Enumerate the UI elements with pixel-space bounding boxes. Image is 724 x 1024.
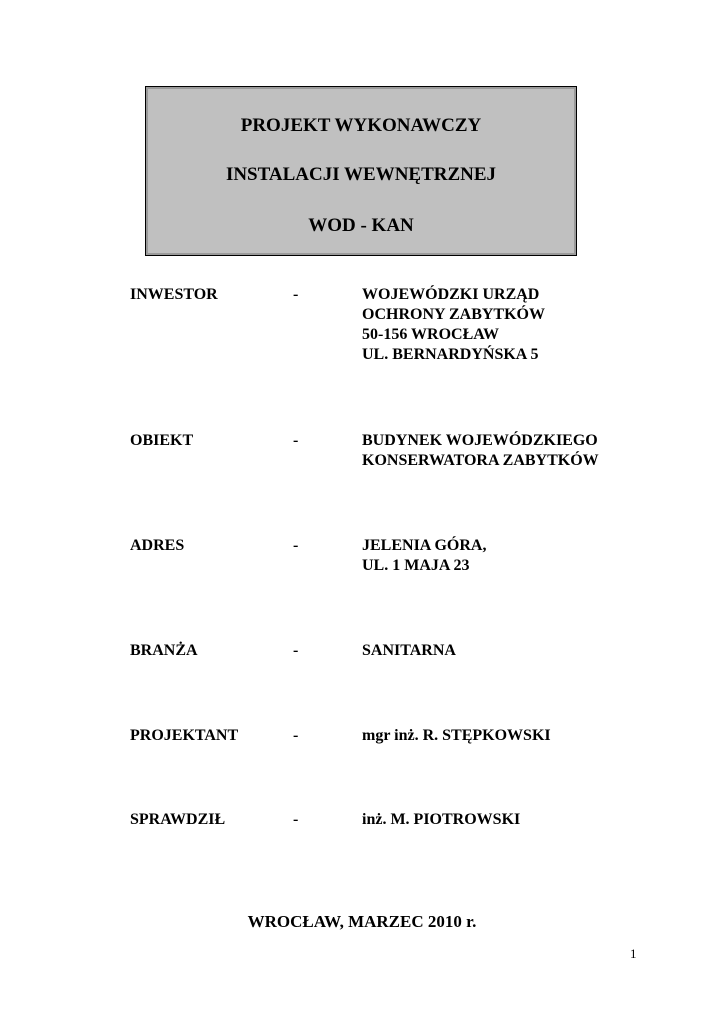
obiekt-value-line-2: KONSERWATORA ZABYTKÓW xyxy=(362,452,599,469)
inwestor-label: INWESTOR xyxy=(130,286,218,303)
adres-value-line-1: JELENIA GÓRA, xyxy=(362,537,487,554)
branza-dash: - xyxy=(293,642,299,659)
inwestor-value-line-2: OCHRONY ZABYTKÓW xyxy=(362,306,545,323)
sprawdzil-dash: - xyxy=(293,811,299,828)
branza-label: BRANŻA xyxy=(130,642,198,659)
obiekt-value-line-1: BUDYNEK WOJEWÓDZKIEGO xyxy=(362,432,598,449)
inwestor-value-line-4: UL. BERNARDYŃSKA 5 xyxy=(362,346,539,363)
branza-value: SANITARNA xyxy=(362,642,456,659)
page-number: 1 xyxy=(630,946,637,961)
title-line-1: PROJEKT WYKONAWCZY xyxy=(240,115,482,136)
adres-value-line-2: UL. 1 MAJA 23 xyxy=(362,557,470,574)
obiekt-dash: - xyxy=(293,432,299,449)
projektant-label: PROJEKTANT xyxy=(130,727,239,744)
obiekt-label: OBIEKT xyxy=(130,432,194,449)
adres-label: ADRES xyxy=(130,537,185,554)
inwestor-dash: - xyxy=(293,286,299,303)
place-date-footer: WROCŁAW, MARZEC 2010 r. xyxy=(247,912,477,931)
projektant-value: mgr inż. R. STĘPKOWSKI xyxy=(362,727,551,744)
sprawdzil-value: inż. M. PIOTROWSKI xyxy=(362,811,521,828)
title-line-3: WOD - KAN xyxy=(308,215,414,236)
inwestor-value-line-3: 50-156 WROCŁAW xyxy=(362,326,500,343)
title-box xyxy=(145,86,577,256)
projektant-dash: - xyxy=(293,727,299,744)
adres-dash: - xyxy=(293,537,299,554)
inwestor-value-line-1: WOJEWÓDZKI URZĄD xyxy=(362,286,540,303)
sprawdzil-label: SPRAWDZIŁ xyxy=(130,811,226,828)
title-line-2: INSTALACJI WEWNĘTRZNEJ xyxy=(225,164,497,185)
